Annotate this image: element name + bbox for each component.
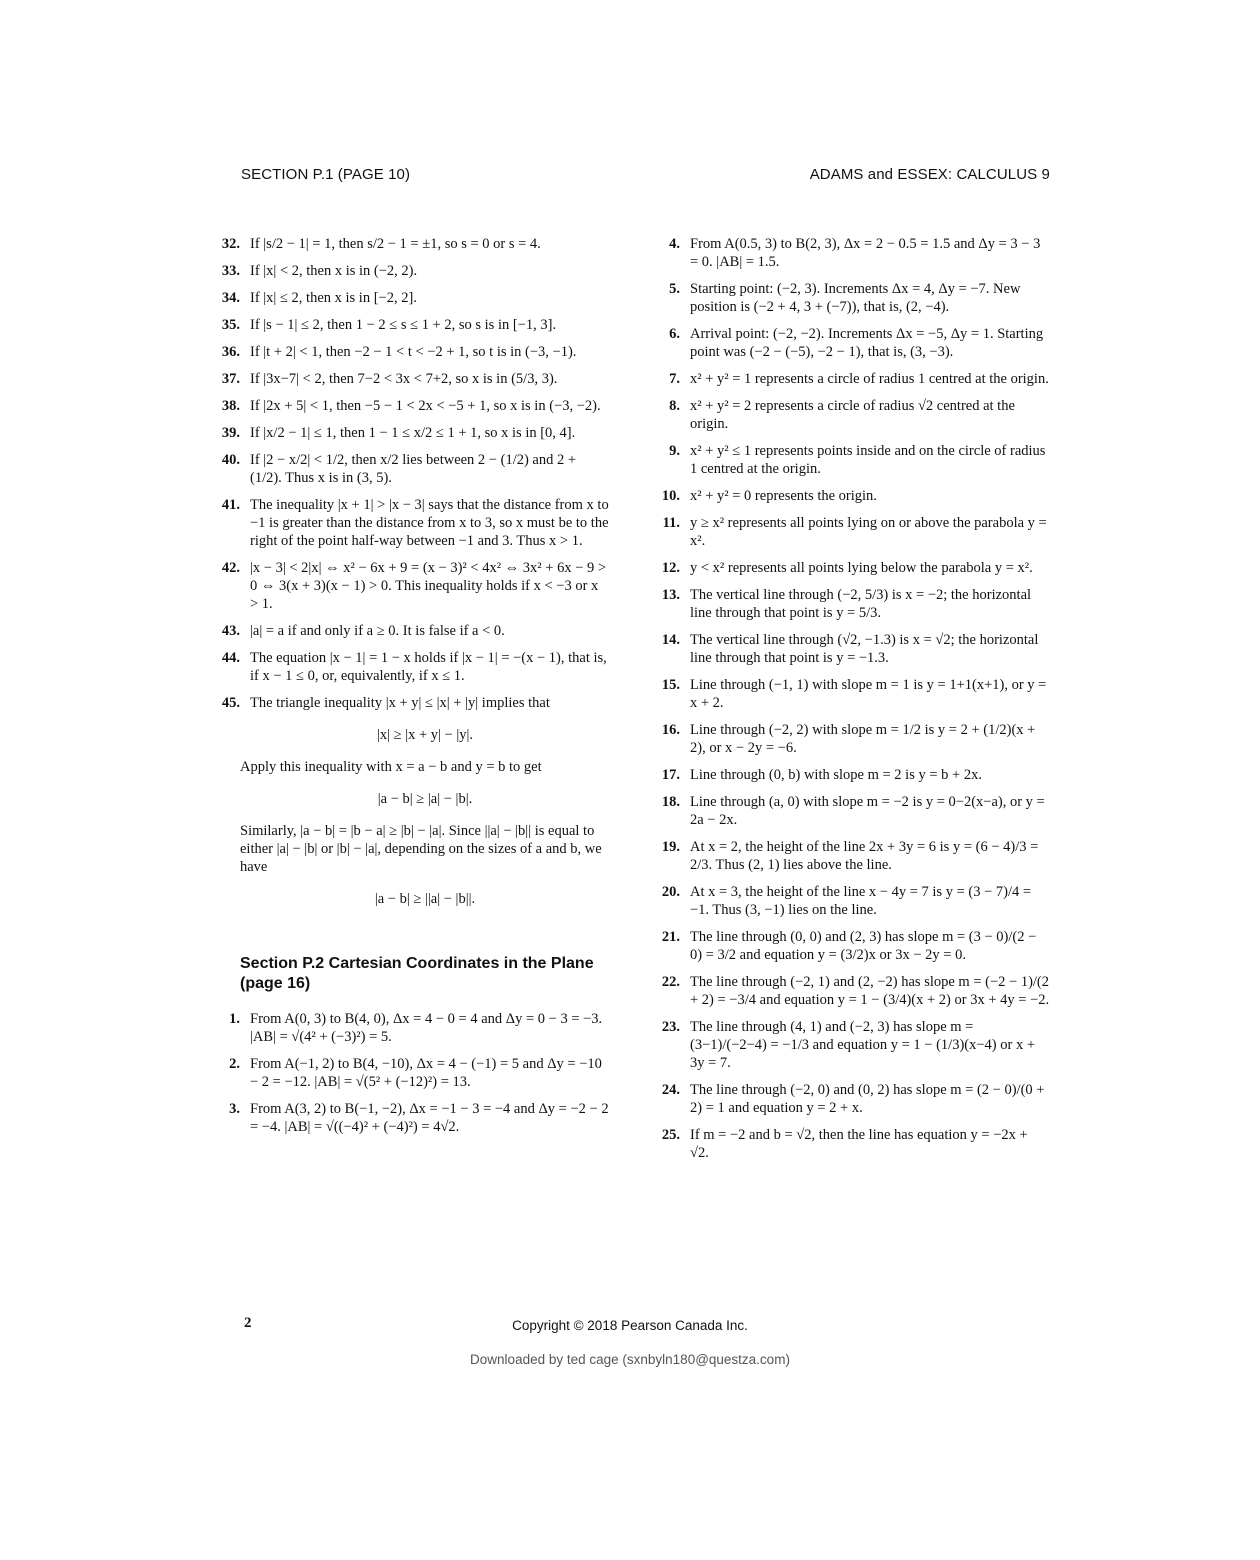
exercise-item bbox=[200, 289, 610, 307]
exercise-number-label: 42. bbox=[221, 560, 240, 576]
exercise-text: The triangle inequality |x + y| ≤ |x| + |y| implies that bbox=[250, 695, 550, 711]
exercise-text: Line through (a, 0) with slope m = −2 is y = 0−2(x−a), or y = 2a − 2x. bbox=[690, 794, 1045, 828]
exercise-number-label: 36. bbox=[221, 344, 240, 360]
copyright-notice: Copyright © 2018 Pearson Canada Inc. bbox=[512, 1318, 748, 1333]
exercise-item bbox=[640, 973, 1050, 1009]
exercise-text: If m = −2 and b = √2, then the line has equation y = −2x + √2. bbox=[690, 1127, 1028, 1161]
exercise-text: The line through (0, 0) and (2, 3) has slope m = (3 − 0)/(2 − 0) = 3/2 and equation y = (3/2)x or 3x − 2y = 0. bbox=[690, 929, 1037, 963]
left-column bbox=[200, 235, 610, 1145]
exercise-number bbox=[200, 1010, 240, 1046]
display-equation-2: |a − b| ≥ |a| − |b|. bbox=[377, 791, 473, 807]
exercise-number-label: 1. bbox=[229, 1011, 240, 1027]
exercise-item bbox=[200, 1055, 610, 1091]
exercise-text: From A(0, 3) to B(4, 0), Δx = 4 − 0 = 4 and Δy = 0 − 3 = −3. |AB| = √(4² + (−3)²) = 5. bbox=[250, 1011, 603, 1045]
exercise-number-label: 35. bbox=[221, 317, 240, 333]
exercise-number-label: 2. bbox=[229, 1056, 240, 1072]
exercise-number-label: 40. bbox=[221, 452, 240, 468]
exercise-item bbox=[640, 397, 1050, 433]
exercise-number bbox=[200, 559, 240, 613]
exercise-item bbox=[640, 280, 1050, 316]
download-notice: Downloaded by ted cage (sxnbyln180@questza.com) bbox=[470, 1352, 790, 1367]
exercise-item bbox=[640, 883, 1050, 919]
exercise-text: At x = 3, the height of the line x − 4y = 7 is y = (3 − 7)/4 = −1. Thus (3, −1) lies on the line. bbox=[690, 884, 1032, 918]
exercise-text: The vertical line through (√2, −1.3) is x = √2; the horizontal line through that point is y = −1.3. bbox=[690, 632, 1039, 666]
exercise-number bbox=[200, 370, 240, 388]
exercise-item bbox=[640, 442, 1050, 478]
exercise-number-label: 13. bbox=[661, 587, 680, 603]
exercise-number bbox=[640, 370, 680, 388]
item45-paragraph-2: Similarly, |a − b| = |b − a| ≥ |b| − |a|. Since ||a| − |b|| is equal to either |a| − |b| or |b| − |a|, depending on the sizes of a and b, we have bbox=[240, 823, 602, 875]
exercise-number-label: 8. bbox=[669, 398, 680, 414]
exercise-text: The line through (−2, 1) and (2, −2) has slope m = (−2 − 1)/(2 + 2) = −3/4 and equation y = 1 − (3/4)(x + 2) or 3x + 4y = −2. bbox=[690, 974, 1050, 1008]
exercise-number bbox=[640, 442, 680, 478]
right-column bbox=[640, 235, 1050, 1171]
exercise-text: Line through (−1, 1) with slope m = 1 is y = 1+1(x+1), or y = x + 2. bbox=[690, 677, 1047, 711]
exercise-number bbox=[640, 838, 680, 874]
right-item-list bbox=[640, 235, 1050, 1162]
exercise-number-label: 12. bbox=[661, 560, 680, 576]
exercise-item bbox=[200, 235, 610, 253]
exercise-item bbox=[200, 262, 610, 280]
exercise-number bbox=[200, 343, 240, 361]
exercise-text: From A(0.5, 3) to B(2, 3), Δx = 2 − 0.5 = 1.5 and Δy = 3 − 3 = 0. |AB| = 1.5. bbox=[690, 236, 1041, 270]
exercise-number bbox=[200, 316, 240, 334]
exercise-number bbox=[640, 487, 680, 505]
exercise-number bbox=[200, 496, 240, 550]
exercise-number-label: 22. bbox=[661, 974, 680, 990]
left-item-list bbox=[200, 235, 610, 712]
exercise-item bbox=[640, 793, 1050, 829]
exercise-text: If |x| < 2, then x is in (−2, 2). bbox=[250, 263, 418, 279]
exercise-text: Starting point: (−2, 3). Increments Δx = 4, Δy = −7. New position is (−2 + 4, 3 + (−7)), that is, (2, −4). bbox=[690, 281, 1021, 315]
exercise-number bbox=[200, 397, 240, 415]
exercise-text: If |x| ≤ 2, then x is in [−2, 2]. bbox=[250, 290, 417, 306]
exercise-item bbox=[200, 622, 610, 640]
exercise-number bbox=[200, 1100, 240, 1136]
exercise-text: y < x² represents all points lying below the parabola y = x². bbox=[690, 560, 1033, 576]
exercise-number-label: 21. bbox=[661, 929, 680, 945]
exercise-number bbox=[640, 631, 680, 667]
exercise-item bbox=[640, 766, 1050, 784]
exercise-number-label: 34. bbox=[221, 290, 240, 306]
exercise-number-label: 10. bbox=[661, 488, 680, 504]
display-equation-3: |a − b| ≥ ||a| − |b||. bbox=[374, 891, 476, 907]
exercise-number-label: 3. bbox=[229, 1101, 240, 1117]
exercise-item bbox=[640, 1081, 1050, 1117]
exercise-text: If |x/2 − 1| ≤ 1, then 1 − 1 ≤ x/2 ≤ 1 + 1, so x is in [0, 4]. bbox=[250, 425, 576, 441]
exercise-text: y ≥ x² represents all points lying on or above the parabola y = x². bbox=[690, 515, 1047, 549]
item45-paragraph-1: Apply this inequality with x = a − b and y = b to get bbox=[240, 759, 542, 775]
exercise-item bbox=[200, 1100, 610, 1136]
item45-continuation bbox=[240, 726, 610, 908]
exercise-text: If |2 − x/2| < 1/2, then x/2 lies between 2 − (1/2) and 2 + (1/2). Thus x is in (3, 5). bbox=[250, 452, 577, 486]
exercise-text: From A(−1, 2) to B(4, −10), Δx = 4 − (−1) = 5 and Δy = −10 − 2 = −12. |AB| = √(5² + (−12)²) = 13. bbox=[250, 1056, 602, 1090]
exercise-number bbox=[200, 622, 240, 640]
exercise-number-label: 45. bbox=[221, 695, 240, 711]
exercise-text: x² + y² ≤ 1 represents points inside and on the circle of radius 1 centred at the origin. bbox=[690, 443, 1046, 477]
exercise-text: From A(3, 2) to B(−1, −2), Δx = −1 − 3 = −4 and Δy = −2 − 2 = −4. |AB| = √((−4)² + (−4)²) = 4√2. bbox=[250, 1101, 609, 1135]
exercise-number-label: 18. bbox=[661, 794, 680, 810]
exercise-item bbox=[640, 559, 1050, 577]
exercise-number bbox=[640, 1126, 680, 1162]
exercise-number bbox=[640, 1081, 680, 1117]
exercise-number-label: 43. bbox=[221, 623, 240, 639]
exercise-text: At x = 2, the height of the line 2x + 3y = 6 is y = (6 − 4)/3 = 2/3. Thus (2, 1) lies above the line. bbox=[690, 839, 1039, 873]
exercise-item bbox=[200, 316, 610, 334]
exercise-number-label: 9. bbox=[669, 443, 680, 459]
exercise-number-label: 6. bbox=[669, 326, 680, 342]
exercise-number-label: 25. bbox=[661, 1127, 680, 1143]
exercise-item bbox=[640, 1018, 1050, 1072]
exercise-number-label: 4. bbox=[669, 236, 680, 252]
exercise-number-label: 19. bbox=[661, 839, 680, 855]
exercise-text: If |t + 2| < 1, then −2 − 1 < t < −2 + 1, so t is in (−3, −1). bbox=[250, 344, 577, 360]
exercise-number-label: 33. bbox=[221, 263, 240, 279]
exercise-number bbox=[200, 262, 240, 280]
exercise-item bbox=[200, 397, 610, 415]
exercise-number bbox=[200, 1055, 240, 1091]
exercise-text: If |s/2 − 1| = 1, then s/2 − 1 = ±1, so s = 0 or s = 4. bbox=[250, 236, 541, 252]
page-number: 2 bbox=[244, 1315, 252, 1331]
exercise-item bbox=[200, 343, 610, 361]
exercise-number-label: 11. bbox=[662, 515, 680, 531]
exercise-number bbox=[640, 280, 680, 316]
exercise-text: If |2x + 5| < 1, then −5 − 1 < 2x < −5 + 1, so x is in (−3, −2). bbox=[250, 398, 601, 414]
exercise-number bbox=[640, 559, 680, 577]
exercise-number-label: 38. bbox=[221, 398, 240, 414]
exercise-text: The line through (4, 1) and (−2, 3) has slope m = (3−1)/(−2−4) = −1/3 and equation y = 1 − (1/3)(x−4) or x + 3y = 7. bbox=[690, 1019, 1036, 1071]
section-heading: Section P.2 Cartesian Coordinates in the Plane (page 16) bbox=[240, 955, 594, 992]
exercise-number bbox=[200, 451, 240, 487]
exercise-text: The vertical line through (−2, 5/3) is x = −2; the horizontal line through that point is y = 5/3. bbox=[690, 587, 1032, 621]
exercise-number-label: 39. bbox=[221, 425, 240, 441]
exercise-number-label: 20. bbox=[661, 884, 680, 900]
exercise-text: If |3x−7| < 2, then 7−2 < 3x < 7+2, so x is in (5/3, 3). bbox=[250, 371, 558, 387]
exercise-text: x² + y² = 2 represents a circle of radius √2 centred at the origin. bbox=[690, 398, 1015, 432]
exercise-number bbox=[640, 928, 680, 964]
exercise-number bbox=[640, 235, 680, 271]
exercise-number bbox=[200, 424, 240, 442]
exercise-text: If |s − 1| ≤ 2, then 1 − 2 ≤ s ≤ 1 + 2, so s is in [−1, 3]. bbox=[250, 317, 557, 333]
exercise-item bbox=[200, 694, 610, 712]
exercise-number bbox=[640, 1018, 680, 1072]
exercise-number-label: 5. bbox=[669, 281, 680, 297]
exercise-number-label: 7. bbox=[669, 371, 680, 387]
exercise-number bbox=[640, 766, 680, 784]
exercise-item bbox=[200, 1010, 610, 1046]
exercise-number bbox=[640, 397, 680, 433]
exercise-number bbox=[640, 883, 680, 919]
exercise-item bbox=[640, 676, 1050, 712]
exercise-text: Line through (0, b) with slope m = 2 is y = b + 2x. bbox=[690, 767, 982, 783]
exercise-number-label: 24. bbox=[661, 1082, 680, 1098]
exercise-item bbox=[640, 370, 1050, 388]
exercise-number bbox=[640, 586, 680, 622]
exercise-text: Arrival point: (−2, −2). Increments Δx = −5, Δy = 1. Starting point was (−2 − (−5), −2 − 1), that is, (3, −3). bbox=[690, 326, 1044, 360]
exercise-text: Line through (−2, 2) with slope m = 1/2 is y = 2 + (1/2)(x + 2), or x − 2y = −6. bbox=[690, 722, 1036, 756]
exercise-text: |a| = a if and only if a ≥ 0. It is false if a < 0. bbox=[250, 623, 505, 639]
exercise-number bbox=[200, 694, 240, 712]
exercise-number-label: 15. bbox=[661, 677, 680, 693]
exercise-item bbox=[200, 496, 610, 550]
exercise-item bbox=[200, 451, 610, 487]
exercise-text: The line through (−2, 0) and (0, 2) has slope m = (2 − 0)/(0 + 2) = 1 and equation y = 2 + x. bbox=[690, 1082, 1045, 1116]
exercise-text: The inequality |x + 1| > |x − 3| says that the distance from x to −1 is greater than the distance from x to 3, so x must be to the right of the point half-way between −1 and 3. Thus x > 1. bbox=[250, 497, 609, 549]
exercise-item bbox=[640, 1126, 1050, 1162]
exercise-number-label: 16. bbox=[661, 722, 680, 738]
display-equation-1: |x| ≥ |x + y| − |y|. bbox=[376, 727, 474, 743]
exercise-text: The equation |x − 1| = 1 − x holds if |x − 1| = −(x − 1), that is, if x − 1 ≤ 0, or, equivalently, if x ≤ 1. bbox=[250, 650, 607, 684]
exercise-item bbox=[200, 370, 610, 388]
exercise-number-label: 17. bbox=[661, 767, 680, 783]
exercise-item bbox=[640, 631, 1050, 667]
exercise-item bbox=[640, 838, 1050, 874]
exercise-number-label: 37. bbox=[221, 371, 240, 387]
exercise-item bbox=[200, 559, 610, 613]
section-item-list bbox=[200, 1010, 610, 1136]
exercise-item bbox=[640, 325, 1050, 361]
exercise-number-label: 44. bbox=[221, 650, 240, 666]
exercise-item bbox=[200, 424, 610, 442]
exercise-number-label: 32. bbox=[221, 236, 240, 252]
exercise-item bbox=[640, 514, 1050, 550]
exercise-text: x² + y² = 0 represents the origin. bbox=[690, 488, 877, 504]
exercise-number bbox=[200, 289, 240, 307]
exercise-item bbox=[640, 928, 1050, 964]
exercise-number-label: 41. bbox=[221, 497, 240, 513]
exercise-number bbox=[640, 514, 680, 550]
exercise-item bbox=[640, 586, 1050, 622]
exercise-number bbox=[200, 235, 240, 253]
exercise-number bbox=[640, 793, 680, 829]
exercise-item bbox=[640, 487, 1050, 505]
exercise-number-label: 23. bbox=[661, 1019, 680, 1035]
running-header-left: SECTION P.1 (PAGE 10) bbox=[241, 166, 411, 183]
running-header-right: ADAMS and ESSEX: CALCULUS 9 bbox=[809, 166, 1050, 183]
exercise-text: |x − 3| < 2|x| ⇔ x² − 6x + 9 = (x − 3)² < 4x² ⇔ 3x² + 6x − 9 > 0 ⇔ 3(x + 3)(x − 1) > 0. This inequality holds if x < −3 or x > 1. bbox=[250, 560, 607, 612]
exercise-number bbox=[200, 649, 240, 685]
exercise-item bbox=[640, 235, 1050, 271]
exercise-number bbox=[640, 676, 680, 712]
exercise-number bbox=[640, 721, 680, 757]
exercise-item bbox=[640, 721, 1050, 757]
exercise-number-label: 14. bbox=[661, 632, 680, 648]
exercise-text: x² + y² = 1 represents a circle of radius 1 centred at the origin. bbox=[690, 371, 1049, 387]
exercise-item bbox=[200, 649, 610, 685]
exercise-number bbox=[640, 325, 680, 361]
exercise-number bbox=[640, 973, 680, 1009]
